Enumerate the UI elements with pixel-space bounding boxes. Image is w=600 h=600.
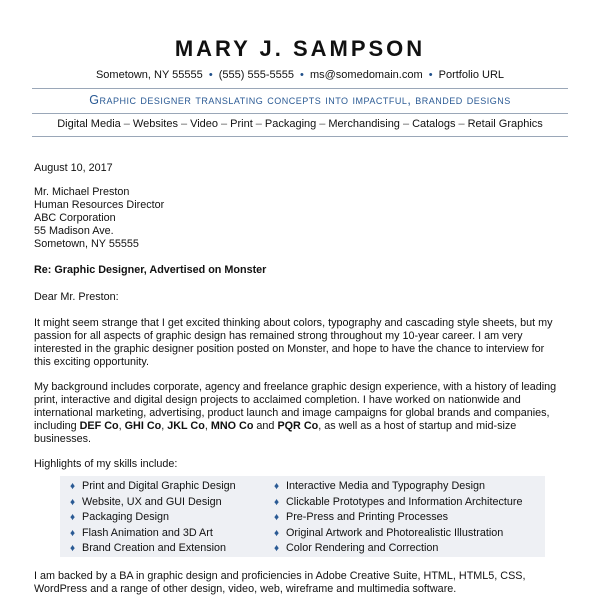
tagline: Graphic designer translating concepts into impactful, branded designs (89, 93, 511, 107)
highlights-column-left (68, 479, 268, 557)
contact-separator: • (428, 69, 433, 81)
company-name: JKL Co (167, 420, 205, 432)
skill-keyword: Websites (132, 118, 178, 130)
paragraph-text: My background includes corporate, agency and freelance graphic design experience, with a history of leading print, interactive and digital design projects to acclaimed completion. I have worked on nationwide and international marketing, advertising, product launch and image campaigns for global brands and companies, including (34, 381, 557, 432)
highlight-text: Print and Digital Graphic Design (82, 480, 236, 492)
skill-keyword: Merchandising (328, 118, 400, 130)
diamond-bullet-icon: ♦ (274, 543, 280, 554)
contact-phone: (555) 555-5555 (218, 69, 294, 81)
contact-email: ms@somedomain.com (309, 69, 423, 81)
highlight-item (272, 495, 547, 511)
re-line: Re: Graphic Designer, Advertised on Monster (34, 264, 267, 276)
header-rule-top (32, 88, 568, 89)
diamond-bullet-icon: ♦ (274, 496, 280, 508)
recipient-title: Human Resources Director (34, 199, 165, 211)
diamond-bullet-icon: ♦ (70, 512, 76, 523)
highlight-text: Color Rendering and Correction (286, 542, 439, 554)
highlight-item (68, 510, 268, 526)
diamond-bullet-icon: ♦ (70, 481, 76, 492)
paragraph-text: , as well as a host of startup and mid-size businesses. (34, 420, 517, 445)
highlight-item (68, 526, 268, 542)
skill-separator: – (180, 118, 188, 130)
skill-keyword: Video (190, 118, 219, 130)
skills-keywords (0, 118, 600, 130)
highlights-box (60, 476, 545, 557)
recipient-street: 55 Madison Ave. (34, 225, 114, 237)
highlight-text: Brand Creation and Extension (82, 542, 227, 554)
highlight-item (272, 541, 547, 557)
skill-separator: – (123, 118, 130, 130)
skill-keyword: Catalogs (412, 118, 456, 130)
highlight-text: Original Artwork and Photorealistic Illustration (286, 526, 504, 539)
highlight-text: Pre-Press and Printing Processes (286, 511, 449, 523)
highlight-item (272, 510, 547, 526)
contact-separator: • (208, 69, 213, 81)
highlight-text: Clickable Prototypes and Information Architecture (286, 495, 523, 508)
paragraph-intro: It might seem strange that I get excited thinking about colors, typography and cascading style sheets, but my passion for all aspects of graphic design has remained strong throughout my 10-year career. I am very interested in the graphic designer position posted on Monster, and hope to have the chance to interview for this exciting opportunity. (34, 317, 553, 368)
diamond-bullet-icon: ♦ (274, 512, 280, 523)
contact-separator: • (300, 69, 304, 81)
letter-date: August 10, 2017 (34, 162, 113, 174)
highlight-item (68, 495, 268, 511)
contact-line (0, 69, 600, 81)
skill-keyword: Packaging (264, 118, 317, 130)
salutation: Dear Mr. Preston: (34, 291, 119, 303)
highlight-item (68, 541, 268, 557)
skill-keyword: Digital Media (57, 118, 121, 130)
recipient-address (34, 186, 562, 251)
skill-separator: – (458, 118, 465, 130)
highlight-item (272, 479, 547, 495)
company-name: MNO Co (210, 420, 254, 432)
header-rule-bottom (32, 136, 568, 137)
header-rule-middle (32, 113, 568, 114)
applicant-name: MARY J. SAMPSON (174, 36, 426, 61)
skill-separator: – (402, 118, 410, 130)
diamond-bullet-icon: ♦ (70, 543, 76, 554)
recipient-name: Mr. Michael Preston (34, 186, 130, 198)
diamond-bullet-icon: ♦ (70, 527, 76, 539)
paragraph-background: My background includes corporate, agency and freelance graphic design experience, with a history of leading print, interactive and digital design projects to acclaimed completion. I have worked on nationwide and international marketing, advertising, product launch and image campaigns for global brands and companies, including DEF Co, GHI Co, JKL Co, MNO Co and PQR Co, as well as a host of startup and mid-size businesses. (34, 381, 557, 445)
skill-keyword: Retail Graphics (467, 118, 543, 130)
highlight-text: Website, UX and GUI Design (82, 495, 222, 508)
company-name: PQR Co (277, 420, 319, 432)
company-name: DEF Co (79, 420, 119, 432)
company-name: GHI Co (124, 420, 162, 432)
diamond-bullet-icon: ♦ (274, 527, 280, 539)
diamond-bullet-icon: ♦ (70, 496, 76, 508)
highlight-text: Interactive Media and Typography Design (286, 480, 486, 492)
highlight-text: Packaging Design (82, 511, 170, 523)
recipient-city: Sometown, NY 55555 (34, 238, 139, 250)
highlight-item (68, 479, 268, 495)
contact-portfolio: Portfolio URL (438, 69, 505, 81)
paragraph-closing: I am backed by a BA in graphic design and proficiencies in Adobe Creative Suite, HTML, HTML5, CSS, WordPress and a range of other design, video, web, wireframe and multimedia software. (34, 570, 526, 595)
highlight-item (272, 526, 547, 542)
skill-keyword: Print (230, 118, 253, 130)
highlight-text: Flash Animation and 3D Art (82, 526, 213, 539)
skill-separator: – (255, 118, 262, 130)
recipient-company: ABC Corporation (34, 212, 116, 224)
skill-separator: – (221, 118, 228, 130)
diamond-bullet-icon: ♦ (274, 481, 280, 492)
highlights-column-right (272, 479, 547, 557)
skill-separator: – (319, 118, 326, 130)
contact-location: Sometown, NY 55555 (95, 69, 203, 81)
paragraph-text: and (253, 420, 278, 432)
highlights-intro: Highlights of my skills include: (34, 458, 178, 470)
